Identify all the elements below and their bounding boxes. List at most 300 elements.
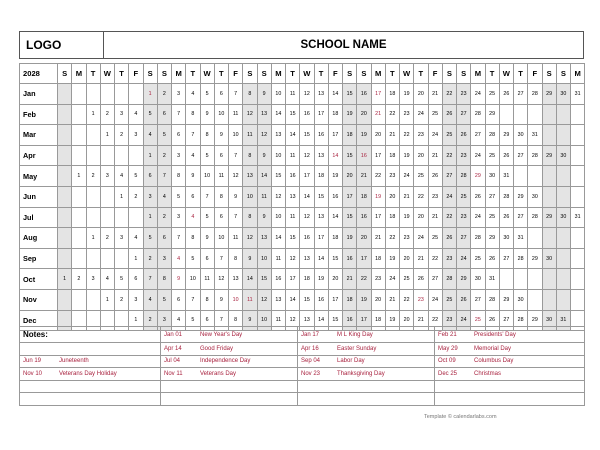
day-cell: 21: [400, 186, 414, 207]
day-cell: 8: [214, 186, 228, 207]
day-cell: 26: [414, 269, 428, 290]
holiday-note: Jan 17 M L King Day: [298, 327, 435, 343]
empty-cell: [571, 248, 585, 269]
day-cell: 31: [485, 269, 499, 290]
empty-cell: [72, 186, 86, 207]
day-cell: 30: [542, 310, 556, 331]
day-cell: 4: [172, 310, 186, 331]
day-cell: 20: [414, 207, 428, 228]
day-cell: 13: [314, 145, 328, 166]
day-header: T: [186, 64, 200, 84]
day-cell: 17: [371, 207, 385, 228]
day-cell: 30: [485, 166, 499, 187]
day-cell: 2: [100, 104, 114, 125]
day-cell: 1: [115, 186, 129, 207]
day-header: T: [214, 64, 228, 84]
empty-cell: [100, 248, 114, 269]
day-cell: 13: [257, 228, 271, 249]
day-cell: 12: [271, 186, 285, 207]
day-cell: 15: [314, 186, 328, 207]
day-header: W: [300, 64, 314, 84]
month-row: [20, 289, 585, 310]
day-cell: 21: [414, 248, 428, 269]
day-cell: 20: [357, 104, 371, 125]
day-cell: 31: [571, 207, 585, 228]
day-cell: 3: [172, 145, 186, 166]
day-cell: 5: [115, 269, 129, 290]
calendar-header: [19, 31, 584, 59]
empty-cell: [556, 248, 570, 269]
template-credit: Template © calendarlabs.com: [424, 414, 497, 420]
day-cell: 19: [343, 228, 357, 249]
day-cell: 11: [243, 289, 257, 310]
day-cell: 10: [229, 289, 243, 310]
day-cell: 17: [286, 269, 300, 290]
day-cell: 25: [485, 84, 499, 105]
day-cell: 4: [100, 269, 114, 290]
empty-cell: [528, 289, 542, 310]
empty-cell: [58, 228, 72, 249]
month-row: [20, 166, 585, 187]
day-cell: 2: [129, 186, 143, 207]
empty-cell: [571, 289, 585, 310]
holiday-note: Nov 10 Veterans Day Holiday: [20, 368, 161, 381]
year-label: 2028: [20, 64, 58, 84]
day-cell: 7: [214, 310, 228, 331]
day-cell: 1: [86, 104, 100, 125]
day-cell: 18: [371, 248, 385, 269]
day-cell: 17: [328, 125, 342, 146]
day-header: M: [271, 64, 285, 84]
empty-cell: [115, 248, 129, 269]
empty-cell: [58, 166, 72, 187]
day-cell: 28: [514, 310, 528, 331]
day-cell: 27: [514, 207, 528, 228]
empty-cell: [86, 207, 100, 228]
day-cell: 30: [528, 186, 542, 207]
day-cell: 7: [200, 186, 214, 207]
day-cell: 2: [72, 269, 86, 290]
day-header: M: [172, 64, 186, 84]
day-cell: 3: [172, 84, 186, 105]
day-cell: 22: [400, 125, 414, 146]
notes-blank-cell: [20, 343, 161, 356]
day-cell: 2: [100, 228, 114, 249]
day-cell: 12: [257, 289, 271, 310]
day-cell: 15: [300, 289, 314, 310]
day-cell: 3: [172, 207, 186, 228]
day-cell: 5: [186, 310, 200, 331]
empty-cell: [129, 84, 143, 105]
empty-cell: [115, 84, 129, 105]
day-cell: 5: [200, 145, 214, 166]
day-cell: 2: [157, 145, 171, 166]
month-label: Jan: [20, 84, 58, 105]
day-cell: 24: [428, 289, 442, 310]
notes-table: [19, 326, 585, 406]
day-cell: 4: [143, 125, 157, 146]
day-header: S: [257, 64, 271, 84]
month-label: Jun: [20, 186, 58, 207]
day-cell: 21: [428, 207, 442, 228]
day-cell: 4: [186, 84, 200, 105]
empty-cell: [571, 186, 585, 207]
day-cell: 17: [314, 228, 328, 249]
day-cell: 23: [457, 84, 471, 105]
empty-cell: [86, 84, 100, 105]
day-cell: 25: [428, 228, 442, 249]
empty-cell: [86, 289, 100, 310]
day-cell: 19: [400, 145, 414, 166]
day-cell: 12: [229, 166, 243, 187]
day-cell: 24: [400, 166, 414, 187]
holiday-note: Nov 11 Veterans Day: [161, 368, 298, 381]
day-cell: 7: [186, 289, 200, 310]
empty-cell: [514, 166, 528, 187]
day-header: S: [343, 64, 357, 84]
day-cell: 1: [58, 269, 72, 290]
day-cell: 21: [428, 145, 442, 166]
empty-cell: [72, 84, 86, 105]
day-header: S: [556, 64, 570, 84]
day-header: T: [385, 64, 399, 84]
day-cell: 6: [157, 104, 171, 125]
day-cell: 3: [157, 310, 171, 331]
empty-cell: [542, 289, 556, 310]
day-cell: 6: [214, 84, 228, 105]
day-cell: 10: [271, 84, 285, 105]
day-header: F: [129, 64, 143, 84]
day-cell: 10: [271, 207, 285, 228]
day-cell: 21: [385, 125, 399, 146]
day-cell: 10: [257, 310, 271, 331]
day-cell: 27: [457, 104, 471, 125]
day-cell: 18: [328, 104, 342, 125]
empty-cell: [542, 125, 556, 146]
day-cell: 6: [200, 310, 214, 331]
day-cell: 16: [328, 186, 342, 207]
day-cell: 28: [471, 104, 485, 125]
day-cell: 30: [499, 228, 513, 249]
day-header: S: [58, 64, 72, 84]
day-cell: 1: [72, 166, 86, 187]
day-cell: 15: [300, 125, 314, 146]
day-cell: 27: [514, 84, 528, 105]
day-cell: 20: [400, 310, 414, 331]
day-cell: 16: [300, 104, 314, 125]
empty-cell: [72, 207, 86, 228]
day-cell: 16: [314, 125, 328, 146]
empty-cell: [72, 145, 86, 166]
day-cell: 2: [143, 248, 157, 269]
day-cell: 6: [214, 207, 228, 228]
day-cell: 31: [571, 84, 585, 105]
day-cell: 12: [300, 207, 314, 228]
day-cell: 23: [400, 228, 414, 249]
day-cell: 16: [343, 248, 357, 269]
day-header: S: [542, 64, 556, 84]
day-cell: 24: [471, 84, 485, 105]
day-cell: 6: [172, 289, 186, 310]
day-cell: 11: [229, 228, 243, 249]
day-cell: 15: [343, 207, 357, 228]
day-cell: 24: [442, 186, 456, 207]
day-cell: 28: [499, 186, 513, 207]
day-cell: 8: [186, 104, 200, 125]
year-calendar-grid: [19, 63, 585, 331]
empty-cell: [115, 145, 129, 166]
day-cell: 4: [129, 228, 143, 249]
day-cell: 15: [286, 104, 300, 125]
day-header: T: [314, 64, 328, 84]
day-cell: 26: [442, 228, 456, 249]
day-cell: 2: [157, 84, 171, 105]
day-cell: 6: [200, 248, 214, 269]
day-cell: 6: [186, 186, 200, 207]
day-cell: 16: [271, 269, 285, 290]
day-header-row: [20, 64, 585, 84]
day-cell: 18: [371, 310, 385, 331]
day-cell: 25: [485, 145, 499, 166]
day-cell: 20: [400, 248, 414, 269]
day-cell: 14: [286, 125, 300, 146]
day-cell: 14: [286, 289, 300, 310]
empty-cell: [514, 269, 528, 290]
day-cell: 16: [357, 84, 371, 105]
day-cell: 18: [300, 269, 314, 290]
day-cell: 19: [371, 186, 385, 207]
notes-blank-cell: [161, 393, 298, 406]
holiday-note: Sep 04 Labor Day: [298, 355, 435, 368]
month-row: [20, 248, 585, 269]
day-cell: 20: [371, 125, 385, 146]
day-header: F: [229, 64, 243, 84]
day-cell: 29: [528, 310, 542, 331]
day-cell: 20: [357, 228, 371, 249]
day-cell: 22: [371, 166, 385, 187]
day-cell: 8: [186, 228, 200, 249]
day-cell: 23: [457, 145, 471, 166]
day-cell: 20: [328, 269, 342, 290]
day-cell: 25: [485, 207, 499, 228]
day-cell: 16: [357, 145, 371, 166]
day-cell: 6: [157, 228, 171, 249]
day-cell: 21: [371, 104, 385, 125]
day-cell: 21: [371, 228, 385, 249]
day-cell: 29: [485, 104, 499, 125]
day-header: W: [400, 64, 414, 84]
day-cell: 21: [357, 166, 371, 187]
day-header: F: [528, 64, 542, 84]
day-cell: 2: [86, 166, 100, 187]
day-cell: 30: [471, 269, 485, 290]
day-cell: 19: [314, 269, 328, 290]
day-cell: 7: [229, 145, 243, 166]
day-cell: 11: [200, 269, 214, 290]
day-cell: 15: [343, 145, 357, 166]
day-cell: 18: [357, 186, 371, 207]
logo-placeholder: LOGO: [20, 32, 104, 58]
day-cell: 27: [471, 125, 485, 146]
day-cell: 2: [115, 125, 129, 146]
day-cell: 31: [556, 310, 570, 331]
day-header: S: [243, 64, 257, 84]
day-cell: 14: [257, 166, 271, 187]
day-cell: 14: [300, 186, 314, 207]
day-header: S: [157, 64, 171, 84]
day-cell: 28: [457, 166, 471, 187]
day-cell: 5: [157, 289, 171, 310]
empty-cell: [86, 145, 100, 166]
day-cell: 30: [514, 289, 528, 310]
day-header: M: [72, 64, 86, 84]
day-cell: 24: [428, 125, 442, 146]
day-cell: 26: [457, 125, 471, 146]
day-cell: 28: [514, 248, 528, 269]
empty-cell: [100, 84, 114, 105]
day-header: S: [143, 64, 157, 84]
day-cell: 5: [129, 166, 143, 187]
day-cell: 26: [485, 310, 499, 331]
day-cell: 22: [428, 248, 442, 269]
holiday-note: May 29 Memorial Day: [435, 343, 585, 356]
month-row: [20, 269, 585, 290]
day-cell: 6: [129, 269, 143, 290]
day-cell: 17: [371, 145, 385, 166]
day-cell: 16: [286, 166, 300, 187]
day-cell: 22: [357, 269, 371, 290]
empty-cell: [100, 186, 114, 207]
day-cell: 24: [414, 104, 428, 125]
day-cell: 10: [214, 104, 228, 125]
day-cell: 26: [485, 248, 499, 269]
day-cell: 15: [271, 166, 285, 187]
holiday-note: Dec 25 Christmas: [435, 368, 585, 381]
day-cell: 30: [514, 125, 528, 146]
day-header: F: [328, 64, 342, 84]
day-cell: 25: [457, 186, 471, 207]
notes-title: Notes:: [20, 327, 161, 343]
day-cell: 30: [556, 207, 570, 228]
day-cell: 11: [229, 104, 243, 125]
day-cell: 6: [214, 145, 228, 166]
day-cell: 9: [214, 125, 228, 146]
day-cell: 25: [471, 248, 485, 269]
day-cell: 21: [343, 269, 357, 290]
day-cell: 25: [414, 166, 428, 187]
day-cell: 21: [428, 84, 442, 105]
day-cell: 9: [257, 84, 271, 105]
day-header: W: [100, 64, 114, 84]
day-cell: 8: [229, 310, 243, 331]
day-cell: 17: [357, 248, 371, 269]
day-cell: 14: [328, 84, 342, 105]
day-cell: 28: [442, 269, 456, 290]
day-cell: 10: [186, 269, 200, 290]
empty-cell: [571, 104, 585, 125]
day-cell: 29: [499, 289, 513, 310]
day-cell: 19: [328, 166, 342, 187]
day-cell: 11: [286, 207, 300, 228]
day-cell: 21: [385, 289, 399, 310]
month-label: Sep: [20, 248, 58, 269]
empty-cell: [542, 269, 556, 290]
day-cell: 25: [400, 269, 414, 290]
day-cell: 10: [271, 145, 285, 166]
day-cell: 11: [214, 166, 228, 187]
day-cell: 1: [143, 84, 157, 105]
day-cell: 23: [385, 166, 399, 187]
day-cell: 9: [186, 166, 200, 187]
day-cell: 27: [471, 289, 485, 310]
month-row: [20, 186, 585, 207]
day-cell: 14: [271, 104, 285, 125]
empty-cell: [542, 104, 556, 125]
day-cell: 7: [229, 207, 243, 228]
empty-cell: [58, 248, 72, 269]
day-header: M: [571, 64, 585, 84]
holiday-note: Jun 19 Juneteenth: [20, 355, 161, 368]
empty-cell: [556, 166, 570, 187]
month-row: [20, 125, 585, 146]
day-cell: 10: [257, 248, 271, 269]
day-cell: 15: [328, 310, 342, 331]
empty-cell: [100, 207, 114, 228]
day-cell: 25: [442, 125, 456, 146]
day-cell: 13: [314, 207, 328, 228]
day-cell: 9: [243, 310, 257, 331]
month-row: [20, 84, 585, 105]
notes-blank-cell: [20, 393, 161, 406]
holiday-note: Nov 23 Thanksgiving Day: [298, 368, 435, 381]
day-cell: 19: [400, 84, 414, 105]
day-cell: 24: [414, 228, 428, 249]
day-cell: 23: [442, 310, 456, 331]
day-cell: 17: [371, 84, 385, 105]
day-cell: 13: [243, 166, 257, 187]
day-cell: 17: [328, 289, 342, 310]
day-cell: 12: [286, 248, 300, 269]
day-cell: 18: [385, 145, 399, 166]
day-cell: 18: [343, 289, 357, 310]
day-cell: 12: [243, 104, 257, 125]
day-header: T: [115, 64, 129, 84]
day-cell: 13: [314, 84, 328, 105]
day-cell: 30: [542, 248, 556, 269]
empty-cell: [556, 125, 570, 146]
day-cell: 18: [343, 125, 357, 146]
day-cell: 23: [371, 269, 385, 290]
day-cell: 23: [457, 207, 471, 228]
day-cell: 9: [229, 186, 243, 207]
month-label: Oct: [20, 269, 58, 290]
empty-cell: [129, 145, 143, 166]
day-header: T: [485, 64, 499, 84]
day-cell: 14: [328, 207, 342, 228]
day-cell: 28: [528, 145, 542, 166]
day-cell: 18: [385, 84, 399, 105]
day-cell: 19: [357, 289, 371, 310]
day-cell: 23: [428, 186, 442, 207]
day-cell: 29: [457, 269, 471, 290]
day-cell: 5: [200, 207, 214, 228]
day-cell: 7: [186, 125, 200, 146]
empty-cell: [115, 207, 129, 228]
day-header: M: [471, 64, 485, 84]
day-cell: 23: [414, 125, 428, 146]
day-cell: 9: [257, 207, 271, 228]
day-cell: 24: [457, 248, 471, 269]
